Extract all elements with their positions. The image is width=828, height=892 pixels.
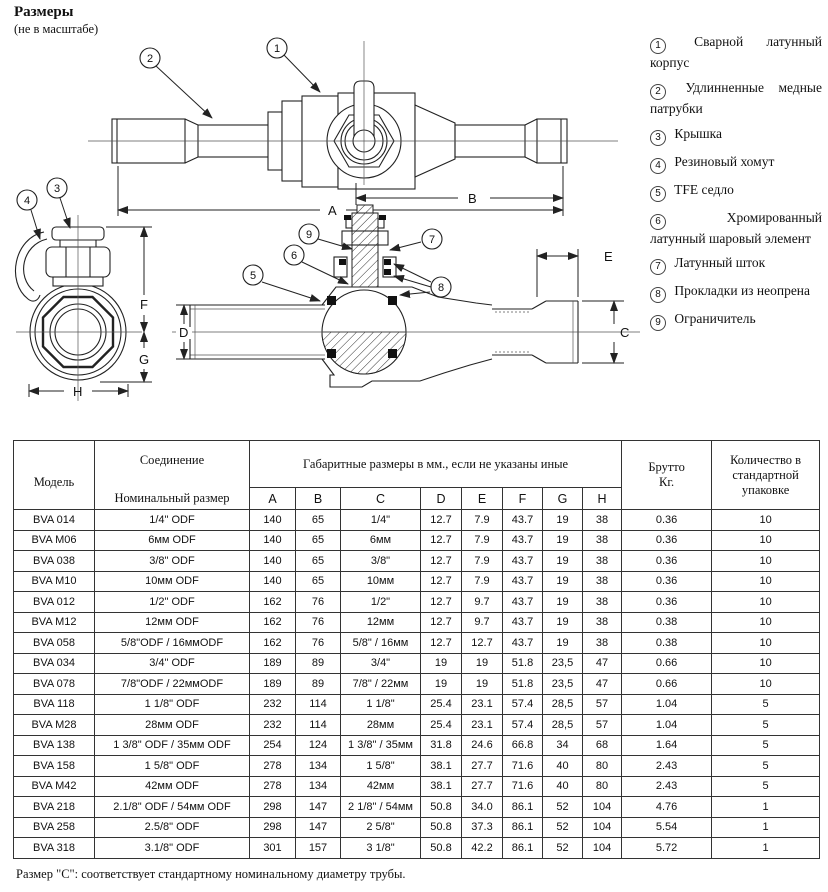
- table-cell: 25.4: [421, 715, 462, 736]
- table-cell: 43.7: [503, 592, 543, 613]
- table-cell: 3.1/8" ODF: [95, 838, 250, 859]
- table-cell: 38.1: [421, 756, 462, 777]
- table-cell: 124: [296, 735, 341, 756]
- legend-item-number: 5: [650, 186, 666, 202]
- table-cell: 134: [296, 776, 341, 797]
- table-cell: 140: [250, 530, 296, 551]
- table-cell: 6мм ODF: [95, 530, 250, 551]
- table-cell: 162: [250, 633, 296, 654]
- dim-label-c: C: [620, 325, 630, 340]
- table-cell: 104: [583, 817, 622, 838]
- dim-label-d: D: [179, 325, 189, 340]
- table-cell: 10: [712, 653, 820, 674]
- table-cell: 4.76: [622, 797, 712, 818]
- table-cell: 278: [250, 776, 296, 797]
- table-cell: BVA 258: [14, 817, 95, 838]
- table-row-BVA 158: [14, 756, 820, 777]
- table-cell: 5: [712, 735, 820, 756]
- table-cell: 2 1/8" / 54мм: [341, 797, 421, 818]
- side-view: [88, 38, 618, 218]
- table-cell: 1/4" ODF: [95, 510, 250, 531]
- table-cell: 1 1/8": [341, 694, 421, 715]
- table-cell: 43.7: [503, 571, 543, 592]
- legend-item-number: 3: [650, 130, 666, 146]
- table-cell: 38: [583, 592, 622, 613]
- table-cell: 10: [712, 551, 820, 572]
- table-cell: 2.43: [622, 756, 712, 777]
- table-cell: 2 5/8": [341, 817, 421, 838]
- table-cell: 12.7: [421, 633, 462, 654]
- footnote: Размер "С": соответствует стандартному номинальному диаметру трубы.: [16, 867, 406, 881]
- table-cell: 43.7: [503, 633, 543, 654]
- table-cell: 40: [543, 756, 583, 777]
- table-cell: 50.8: [421, 817, 462, 838]
- table-cell: 2.43: [622, 776, 712, 797]
- table-cell: 42мм ODF: [95, 776, 250, 797]
- table-cell: 114: [296, 694, 341, 715]
- table-cell: 157: [296, 838, 341, 859]
- table-cell: 1.04: [622, 694, 712, 715]
- table-row-BVA 138: [14, 735, 820, 756]
- table-cell: BVA M06: [14, 530, 95, 551]
- table-cell: 42мм: [341, 776, 421, 797]
- callout-2: 2: [146, 53, 154, 65]
- table-cell: 162: [250, 612, 296, 633]
- table-row-BVA 078: [14, 674, 820, 695]
- page-title: Размеры: [14, 4, 74, 20]
- table-cell: 12.7: [421, 551, 462, 572]
- legend-item-3: [650, 125, 822, 146]
- table-cell: 43.7: [503, 612, 543, 633]
- col-letter-E: E: [462, 488, 503, 510]
- table-cell: 147: [296, 817, 341, 838]
- parts-legend: [650, 33, 822, 338]
- table-cell: 5.72: [622, 838, 712, 859]
- table-cell: 76: [296, 633, 341, 654]
- table-cell: 9.7: [462, 612, 503, 633]
- table-cell: BVA M10: [14, 571, 95, 592]
- table-cell: 71.6: [503, 756, 543, 777]
- table-cell: 7.9: [462, 530, 503, 551]
- table-cell: 57.4: [503, 715, 543, 736]
- table-cell: 6мм: [341, 530, 421, 551]
- col-letter-C: C: [341, 488, 421, 510]
- header-dimensions: Габаритные размеры в мм., если не указаны иные: [250, 441, 622, 488]
- table-cell: 10мм ODF: [95, 571, 250, 592]
- table-cell: 1/2" ODF: [95, 592, 250, 613]
- legend-item-text: Прокладки из неопрена: [671, 283, 811, 299]
- callout-9: 9: [305, 229, 313, 241]
- table-cell: 76: [296, 612, 341, 633]
- table-cell: 86.1: [503, 797, 543, 818]
- legend-item-4: [650, 153, 822, 174]
- table-cell: 28мм: [341, 715, 421, 736]
- dim-label-b: B: [468, 191, 477, 206]
- table-cell: 38.1: [421, 776, 462, 797]
- table-cell: 3/4": [341, 653, 421, 674]
- table-cell: 28,5: [543, 715, 583, 736]
- table-cell: 52: [543, 797, 583, 818]
- table-cell: 140: [250, 510, 296, 531]
- table-cell: 86.1: [503, 838, 543, 859]
- table-cell: 0.36: [622, 530, 712, 551]
- table-cell: 38: [583, 551, 622, 572]
- table-cell: 65: [296, 551, 341, 572]
- front-view: [15, 178, 152, 401]
- table-cell: 47: [583, 674, 622, 695]
- legend-item-text: Ограничитель: [671, 311, 756, 327]
- legend-item-text: Сварной латунный корпус: [650, 34, 822, 70]
- table-cell: 5: [712, 694, 820, 715]
- table-cell: BVA 058: [14, 633, 95, 654]
- table-cell: 0.38: [622, 633, 712, 654]
- legend-item-number: 4: [650, 158, 666, 174]
- table-cell: 104: [583, 838, 622, 859]
- table-cell: 19: [543, 510, 583, 531]
- table-cell: 34: [543, 735, 583, 756]
- callout-7: 7: [428, 234, 436, 246]
- table-cell: 80: [583, 776, 622, 797]
- table-cell: 65: [296, 571, 341, 592]
- table-cell: 232: [250, 694, 296, 715]
- table-cell: 1/2": [341, 592, 421, 613]
- table-cell: 3/8": [341, 551, 421, 572]
- callout-6: 6: [290, 250, 298, 262]
- table-cell: 65: [296, 510, 341, 531]
- table-cell: 52: [543, 817, 583, 838]
- table-cell: 1 5/8": [341, 756, 421, 777]
- table-cell: 68: [583, 735, 622, 756]
- table-cell: 51.8: [503, 653, 543, 674]
- table-cell: 12.7: [421, 612, 462, 633]
- table-cell: 47: [583, 653, 622, 674]
- table-cell: BVA 038: [14, 551, 95, 572]
- table-cell: BVA M42: [14, 776, 95, 797]
- table-cell: 298: [250, 797, 296, 818]
- table-cell: 5: [712, 756, 820, 777]
- table-cell: 43.7: [503, 510, 543, 531]
- table-cell: 12.7: [462, 633, 503, 654]
- dim-label-h: H: [73, 384, 83, 399]
- table-cell: 19: [421, 674, 462, 695]
- legend-item-7: [650, 254, 822, 275]
- table-cell: 10: [712, 674, 820, 695]
- header-model: Модель: [14, 441, 95, 510]
- legend-item-1: [650, 33, 822, 72]
- dim-label-g: G: [139, 352, 150, 367]
- table-cell: 2.5/8" ODF: [95, 817, 250, 838]
- table-cell: 3 1/8": [341, 838, 421, 859]
- table-cell: 9.7: [462, 592, 503, 613]
- table-cell: 12мм ODF: [95, 612, 250, 633]
- table-cell: 43.7: [503, 530, 543, 551]
- table-row-BVA M28: [14, 715, 820, 736]
- table-cell: BVA 318: [14, 838, 95, 859]
- table-cell: 298: [250, 817, 296, 838]
- callout-4: 4: [23, 195, 31, 207]
- table-cell: 50.8: [421, 797, 462, 818]
- valve-technical-drawing: [0, 35, 648, 440]
- table-cell: 71.6: [503, 776, 543, 797]
- table-cell: 25.4: [421, 694, 462, 715]
- legend-item-5: [650, 181, 822, 202]
- table-cell: 2.1/8" ODF / 54мм ODF: [95, 797, 250, 818]
- table-cell: 19: [543, 633, 583, 654]
- table-cell: 38: [583, 633, 622, 654]
- section-view: [172, 205, 640, 387]
- table-row-BVA M12: [14, 612, 820, 633]
- table-cell: 7.9: [462, 510, 503, 531]
- legend-item-9: [650, 310, 822, 331]
- table-cell: 86.1: [503, 817, 543, 838]
- table-cell: 57.4: [503, 694, 543, 715]
- col-letter-F: F: [503, 488, 543, 510]
- table-cell: 1 5/8" ODF: [95, 756, 250, 777]
- table-row-BVA 014: [14, 510, 820, 531]
- table-cell: 0.36: [622, 571, 712, 592]
- legend-item-text: TFE седло: [671, 181, 734, 197]
- callout-1: 1: [273, 43, 281, 55]
- table-cell: 114: [296, 715, 341, 736]
- legend-item-number: 2: [650, 84, 666, 100]
- legend-item-number: 7: [650, 259, 666, 275]
- table-cell: 19: [543, 551, 583, 572]
- legend-item-number: 1: [650, 38, 666, 54]
- table-cell: BVA 034: [14, 653, 95, 674]
- table-cell: 19: [462, 674, 503, 695]
- header-connection: Соединение Номинальный размер: [95, 441, 250, 510]
- legend-item-text: Резиновый хомут: [671, 153, 775, 169]
- table-cell: 10: [712, 592, 820, 613]
- table-cell: 7.9: [462, 571, 503, 592]
- legend-item-2: [650, 79, 822, 118]
- table-cell: 23.1: [462, 694, 503, 715]
- table-cell: 28мм ODF: [95, 715, 250, 736]
- table-cell: BVA 158: [14, 756, 95, 777]
- table-cell: 50.8: [421, 838, 462, 859]
- table-cell: 27.7: [462, 756, 503, 777]
- table-cell: 162: [250, 592, 296, 613]
- table-cell: 34.0: [462, 797, 503, 818]
- table-cell: 38: [583, 530, 622, 551]
- table-cell: 19: [543, 571, 583, 592]
- table-cell: 0.36: [622, 510, 712, 531]
- table-cell: 147: [296, 797, 341, 818]
- legend-item-6: [650, 209, 822, 248]
- table-cell: 10мм: [341, 571, 421, 592]
- col-letter-D: D: [421, 488, 462, 510]
- table-cell: 10: [712, 530, 820, 551]
- table-row-BVA M06: [14, 530, 820, 551]
- table-cell: 38: [583, 510, 622, 531]
- table-cell: 42.2: [462, 838, 503, 859]
- table-cell: 52: [543, 838, 583, 859]
- header-gross-weight: Брутто Кг.: [622, 441, 712, 510]
- table-cell: BVA 118: [14, 694, 95, 715]
- table-cell: 43.7: [503, 551, 543, 572]
- table-cell: 89: [296, 653, 341, 674]
- table-cell: BVA 218: [14, 797, 95, 818]
- callout-3: 3: [53, 183, 61, 195]
- table-cell: 278: [250, 756, 296, 777]
- table-cell: 10: [712, 571, 820, 592]
- table-cell: 1 3/8" / 35мм: [341, 735, 421, 756]
- table-row-BVA 118: [14, 694, 820, 715]
- table-cell: 65: [296, 530, 341, 551]
- table-cell: 1.64: [622, 735, 712, 756]
- table-cell: 19: [462, 653, 503, 674]
- table-cell: 5.54: [622, 817, 712, 838]
- table-cell: BVA M28: [14, 715, 95, 736]
- table-cell: 1/4": [341, 510, 421, 531]
- table-cell: 10: [712, 612, 820, 633]
- table-cell: 12.7: [421, 592, 462, 613]
- table-cell: 301: [250, 838, 296, 859]
- dim-label-e: E: [604, 249, 613, 264]
- table-cell: 24.6: [462, 735, 503, 756]
- table-cell: 254: [250, 735, 296, 756]
- table-cell: 19: [543, 592, 583, 613]
- table-cell: 104: [583, 797, 622, 818]
- table-cell: 7/8"ODF / 22ммODF: [95, 674, 250, 695]
- table-cell: 19: [543, 612, 583, 633]
- legend-item-text: Удлинненные медные патрубки: [650, 79, 822, 116]
- table-cell: 23,5: [543, 674, 583, 695]
- table-cell: 80: [583, 756, 622, 777]
- table-cell: 232: [250, 715, 296, 736]
- legend-item-text: Латунный шток: [671, 255, 766, 271]
- table-row-BVA 034: [14, 653, 820, 674]
- table-cell: BVA 078: [14, 674, 95, 695]
- col-letter-G: G: [543, 488, 583, 510]
- table-cell: 57: [583, 715, 622, 736]
- table-cell: 10: [712, 510, 820, 531]
- table-cell: 0.66: [622, 653, 712, 674]
- table-cell: 5: [712, 776, 820, 797]
- table-cell: 1 3/8" ODF / 35мм ODF: [95, 735, 250, 756]
- table-cell: 0.38: [622, 612, 712, 633]
- table-row-BVA M10: [14, 571, 820, 592]
- table-row-BVA 058: [14, 633, 820, 654]
- table-cell: 51.8: [503, 674, 543, 695]
- table-cell: 12.7: [421, 571, 462, 592]
- table-cell: 66.8: [503, 735, 543, 756]
- table-cell: 7/8" / 22мм: [341, 674, 421, 695]
- table-cell: 37.3: [462, 817, 503, 838]
- table-row-BVA 038: [14, 551, 820, 572]
- table-cell: 28,5: [543, 694, 583, 715]
- dimensions-table: [13, 440, 820, 859]
- table-cell: 140: [250, 571, 296, 592]
- legend-item-8: [650, 282, 822, 303]
- table-cell: 19: [543, 530, 583, 551]
- table-cell: 3/4" ODF: [95, 653, 250, 674]
- dim-label-f: F: [140, 297, 148, 312]
- table-cell: 76: [296, 592, 341, 613]
- table-cell: 23.1: [462, 715, 503, 736]
- table-cell: 189: [250, 653, 296, 674]
- table-cell: 40: [543, 776, 583, 797]
- table-cell: 7.9: [462, 551, 503, 572]
- table-cell: 134: [296, 756, 341, 777]
- legend-item-number: 6: [650, 214, 666, 230]
- col-letter-H: H: [583, 488, 622, 510]
- table-cell: 1: [712, 797, 820, 818]
- table-cell: 1 1/8" ODF: [95, 694, 250, 715]
- legend-item-number: 9: [650, 315, 666, 331]
- table-row-BVA 218: [14, 797, 820, 818]
- table-cell: 1: [712, 838, 820, 859]
- table-cell: 0.36: [622, 551, 712, 572]
- table-cell: 5/8"ODF / 16ммODF: [95, 633, 250, 654]
- table-cell: 57: [583, 694, 622, 715]
- legend-item-text: Крышка: [671, 125, 722, 141]
- table-cell: BVA M12: [14, 612, 95, 633]
- dim-label-a: A: [328, 203, 337, 218]
- table-cell: 189: [250, 674, 296, 695]
- legend-item-text: Хромированный латунный шаровый элемент: [650, 209, 822, 246]
- table-cell: 31.8: [421, 735, 462, 756]
- table-cell: 19: [421, 653, 462, 674]
- col-letter-A: A: [250, 488, 296, 510]
- table-cell: 5/8" / 16мм: [341, 633, 421, 654]
- table-cell: 12.7: [421, 530, 462, 551]
- callout-8: 8: [437, 282, 445, 294]
- table-row-BVA M42: [14, 776, 820, 797]
- legend-item-number: 8: [650, 287, 666, 303]
- table-cell: 0.66: [622, 674, 712, 695]
- page-subtitle: (не в масштабе): [14, 22, 99, 36]
- table-cell: 0.36: [622, 592, 712, 613]
- col-letter-B: B: [296, 488, 341, 510]
- table-cell: 38: [583, 571, 622, 592]
- table-cell: 12.7: [421, 510, 462, 531]
- table-cell: 89: [296, 674, 341, 695]
- table-cell: 3/8" ODF: [95, 551, 250, 572]
- table-cell: 38: [583, 612, 622, 633]
- table-cell: BVA 138: [14, 735, 95, 756]
- table-row-BVA 012: [14, 592, 820, 613]
- table-cell: 1: [712, 817, 820, 838]
- table-cell: 23,5: [543, 653, 583, 674]
- table-row-BVA 318: [14, 838, 820, 859]
- header-pack-quantity: Количество в стандартной упаковке: [712, 441, 820, 510]
- table-cell: BVA 012: [14, 592, 95, 613]
- table-cell: 5: [712, 715, 820, 736]
- table-cell: BVA 014: [14, 510, 95, 531]
- callout-5: 5: [249, 270, 257, 282]
- table-row-BVA 258: [14, 817, 820, 838]
- table-cell: 10: [712, 633, 820, 654]
- table-cell: 140: [250, 551, 296, 572]
- table-cell: 1.04: [622, 715, 712, 736]
- table-cell: 27.7: [462, 776, 503, 797]
- table-cell: 12мм: [341, 612, 421, 633]
